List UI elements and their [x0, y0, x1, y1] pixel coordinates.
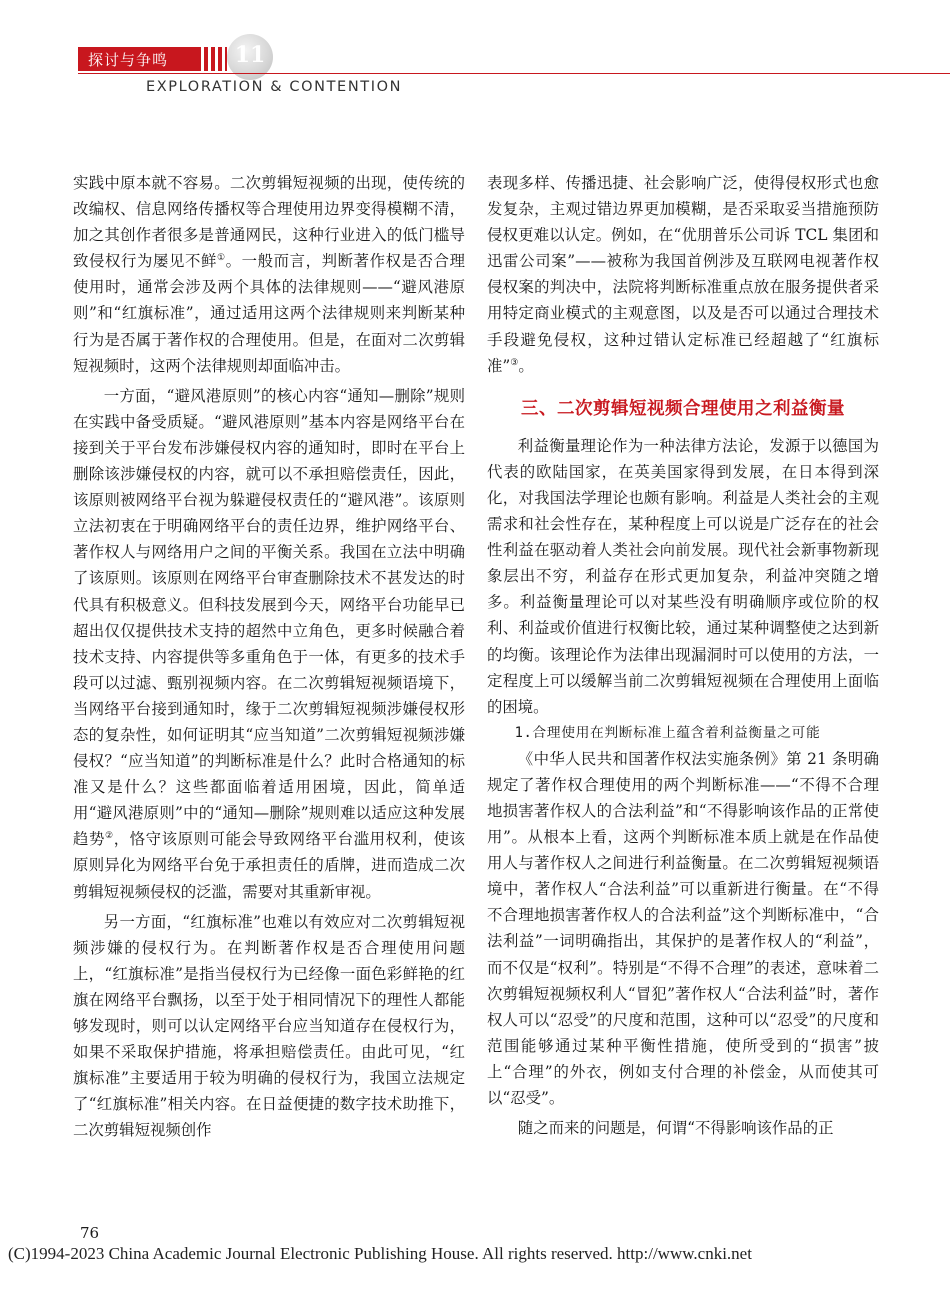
right-column: [487, 170, 879, 1141]
emblem-text: 11: [234, 42, 266, 68]
page-number: 76: [80, 1224, 100, 1242]
paragraph: 随之而来的问题是，何谓“不得影响该作品的正: [517, 1119, 834, 1138]
section-heading: 三、二次剪辑短视频合理使用之利益衡量: [521, 398, 845, 419]
paragraph: 一方面，“避风港原则”的核心内容“通知—删除”规则在实践中备受质疑。“避风港原则”基本内容是网络平台在接到关于平台发布涉嫌侵权内容的通知时，即时在平台上删除该涉嫌侵权的内容，就可以不承担赔偿责任，因此，该原则被网络平台视为躲避侵权责任的“避风港”。该原则立法初衷在于明确网络平台的责任边界，维护网络平台、著作权人与网络用户之间的平衡关系。我国在立法中明确了该原则。该原则在网络平台审查删除技术不甚发达的时代具有积极意义。但科技发展到今天，网络平台功能早已超出仅仅提供技术支持的超然中立角色，更多时候融合着技术支持、内容提供等多重角色于一体，有更多的技术手段可以过滤、甄别视频内容。在二次剪辑短视频语境下，当网络平台接到通知时，缘于二次剪辑短视频涉嫌侵权形态的复杂性，如何证明其“应当知道”二次剪辑短视频涉嫌侵权？“应当知道”的判断标准是什么？此时合格通知的标准又是什么？这些都面临着适用困境，因此，简单适用“避风港原则”中的“通知—删除”规则难以适应这种发展趋势②，恪守该原则可能会导致网络平台滥用权利，使该原则异化为网络平台免于承担责任的盾牌，进而造成二次剪辑短视频侵权的泛滥，需要对其重新审视。: [73, 386, 465, 901]
footnote-ref[interactable]: ①: [216, 253, 226, 264]
column-subtitle: EXPLORATION & CONTENTION: [146, 79, 403, 95]
page-header: [0, 0, 950, 110]
footnote-ref[interactable]: ③: [510, 357, 519, 368]
paragraph: 《中华人民共和国著作权法实施条例》第 21 条明确规定了著作权合理使用的两个判断标准——“不得不合理地损害著作权人的合法利益”和“不得影响该作品的正常使用”。从根本上看，这两个判断标准本质上就是在作品使用人与著作权人之间进行利益衡量。在二次剪辑短视频语境中，著作权人“合法利益”可以重新进行衡量。在“不得不合理地损害著作权人的合法利益”这个判断标准中，“合法利益”一词明确指出，其保护的是著作权人的“利益”，而不仅是“权利”。特别是“不得不合理”的表述，意味着二次剪辑短视频权利人“冒犯”著作权人“合法利益”时，著作权人可以“忍受”的尺度和范围，这种可以“忍受”的尺度和范围能够通过某种平衡性措施，使所受到的“损害”披上“合理”的外衣，例如支付合理的补偿金，从而使其可以“忍受”。: [487, 749, 879, 1107]
header-divider: [78, 73, 950, 74]
copyright-line: (C)1994-2023 China Academic Journal Electronic Publishing House. All rights reserved. http://www.cnki.net: [8, 1244, 752, 1263]
paragraph: 另一方面，“红旗标准”也难以有效应对二次剪辑短视频涉嫌的侵权行为。在判断著作权是否合理使用问题上，“红旗标准”是指当侵权行为已经像一面色彩鲜艳的红旗在网络平台飘扬，以至于处于相同情况下的理性人都能够发现时，则可以认定网络平台应当知道存在侵权行为，如果不采取保护措施，将承担赔偿责任。由此可见，“红旗标准”主要适用于较为明确的侵权行为，我国立法规定了“红旗标准”相关内容。在日益便捷的数字技术助推下，二次剪辑短视频创作: [73, 912, 465, 1140]
left-column: [73, 170, 465, 1143]
footnote-ref[interactable]: ②: [105, 831, 114, 842]
paragraph: 利益衡量理论作为一种法律方法论，发源于以德国为代表的欧陆国家，在英美国家得到发展，在日本得到深化，对我国法学理论也颇有影响。利益是人类社会的主观需求和社会性存在，某种程度上可以说是广泛存在的社会性利益在驱动着人类社会向前发展。现代社会新事物新现象层出不穷，利益存在形式更加复杂，利益冲突随之增多。利益衡量理论可以对某些没有明确顺序或位阶的权利、利益或价值进行权衡比较，通过某种调整使之达到新的均衡。该理论作为法律出现漏洞时可以使用的方法，一定程度上可以缓解当前二次剪辑短视频在合理使用上面临的困境。: [487, 436, 879, 716]
subsection-heading: 1.合理使用在判断标准上蕴含着利益衡量之可能: [514, 724, 821, 741]
paragraph: 表现多样、传播迅捷、社会影响广泛，使得侵权形式也愈发复杂，主观过错边界更加模糊，是否采取妥当措施预防侵权更难以认定。例如，在“优朋普乐公司诉 TCL 集团和迅雷公司案”——被称为我国首例涉及互联网电视著作权侵权案的判决中，法院将判断标准重点放在服务提供者采用特定商业模式的主观意图，以及是否可以通过合理技术手段避免侵权，这种过错认定标准已经超越了“红旗标准”③。: [487, 174, 879, 375]
section-label: 探讨与争鸣: [88, 51, 169, 69]
paragraph: 实践中原本就不容易。二次剪辑短视频的出现，使传统的改编权、信息网络传播权等合理使用边界变得模糊不清，加之其创作者很多是普通网民，这种行业进入的低门槛导致侵权行为屡见不鲜①。一般而言，判断著作权是否合理使用时，通常会涉及两个具体的法律规则——“避风港原则”和“红旗标准”，通过适用这两个法律规则来判断某种行为是否属于著作权的合理使用。但是，在面对二次剪辑短视频时，这两个法律规则却面临冲击。: [73, 174, 465, 375]
decorative-stripes: [197, 47, 227, 71]
